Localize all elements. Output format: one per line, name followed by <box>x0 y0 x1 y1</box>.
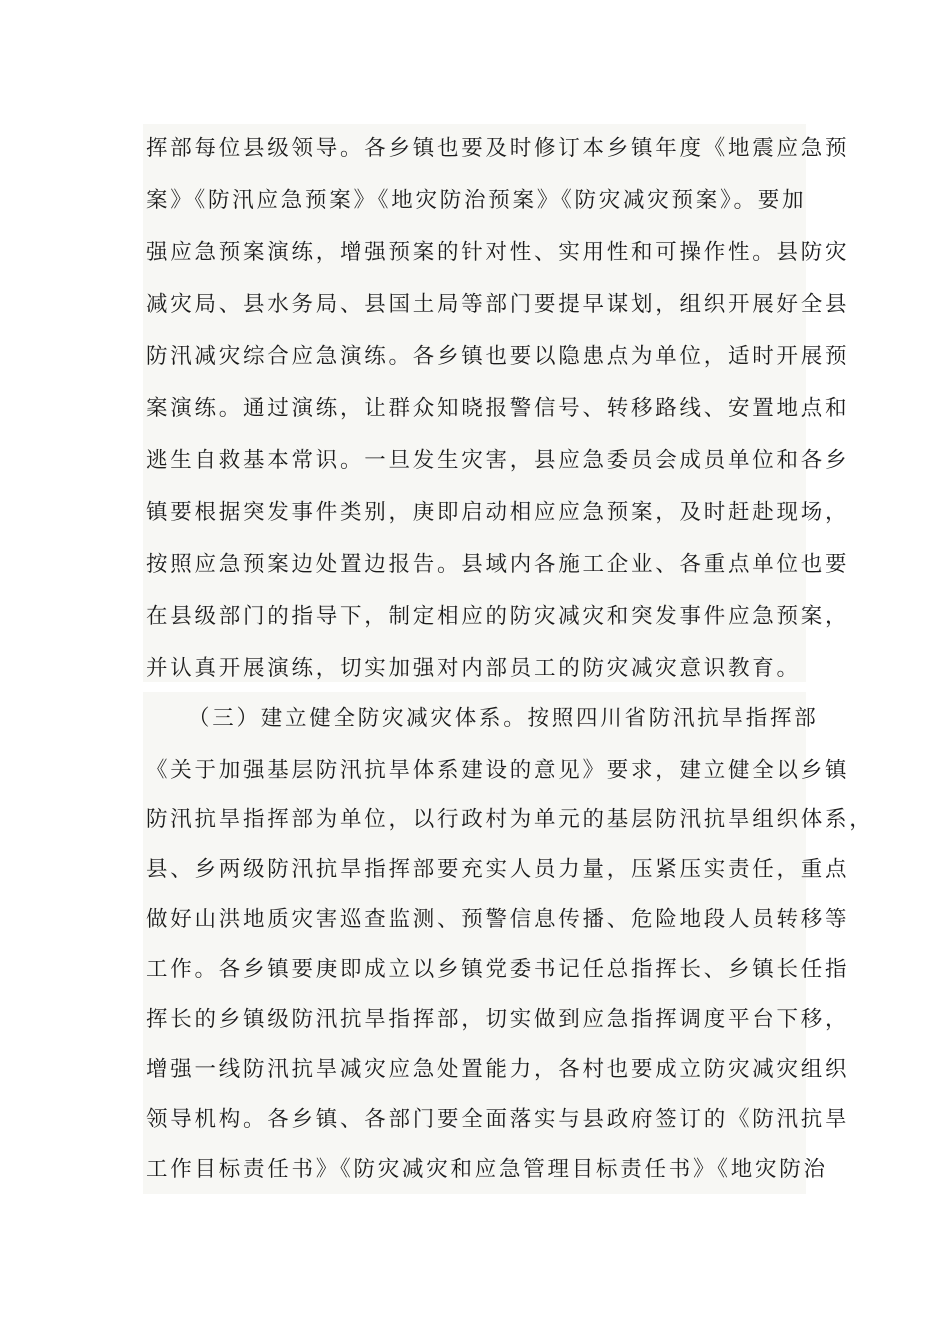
paragraph-emergency-plans <box>143 124 850 682</box>
section-heading-line: （三）建立健全防灾减灾体系。按照四川省防汛抗旱指挥部 <box>188 706 819 731</box>
text-line: 做好山洪地质灾害巡查监测、预警信息传播、危险地段人员转移等 <box>146 907 850 932</box>
text-line: 县、乡两级防汛抗旱指挥部要充实人员力量，压紧压实责任，重点 <box>146 857 850 882</box>
text-line: 按照应急预案边处置边报告。县域内各施工企业、各重点单位也要 <box>146 552 850 577</box>
text-line: 防汛抗旱指挥部为单位，以行政村为单元的基层防汛抗旱组织体系， <box>146 807 874 832</box>
text-line: 在县级部门的指导下，制定相应的防灾减灾和突发事件应急预案， <box>146 604 850 629</box>
text-line: 防汛减灾综合应急演练。各乡镇也要以隐患点为单位，适时开展预 <box>146 344 850 369</box>
text-line: 并认真开展演练，切实加强对内部员工的防灾减灾意识教育。 <box>146 656 801 681</box>
text-line: 工作。各乡镇要庚即成立以乡镇党委书记任总指挥长、乡镇长任指 <box>146 957 850 982</box>
text-line: 强应急预案演练，增强预案的针对性、实用性和可操作性。县防灾 <box>146 240 850 265</box>
text-line: 工作目标责任书》《防灾减灾和应急管理目标责任书》《地灾防治 <box>146 1157 828 1182</box>
text-line: 减灾局、县水务局、县国土局等部门要提早谋划，组织开展好全县 <box>146 292 850 317</box>
paragraph-disaster-system <box>143 692 874 1194</box>
text-line: 挥长的乡镇级防汛抗旱指挥部，切实做到应急指挥调度平台下移， <box>146 1007 850 1032</box>
text-line: 案》《防汛应急预案》《地灾防治预案》《防灾减灾预案》。要加 <box>146 188 807 213</box>
text-line: 案演练。通过演练，让群众知晓报警信号、转移路线、安置地点和 <box>146 396 850 421</box>
text-line: 增强一线防汛抗旱减灾应急处置能力，各村也要成立防灾减灾组织 <box>146 1057 850 1082</box>
text-line: 逃生自救基本常识。一旦发生灾害，县应急委员会成员单位和各乡 <box>146 448 850 473</box>
text-line: 挥部每位县级领导。各乡镇也要及时修订本乡镇年度《地震应急预 <box>146 136 850 161</box>
text-line: 镇要根据突发事件类别，庚即启动相应应急预案，及时赶赴现场， <box>146 500 850 525</box>
text-line: 领导机构。各乡镇、各部门要全面落实与县政府签订的《防汛抗旱 <box>146 1107 850 1132</box>
text-line: 《关于加强基层防汛抗旱体系建设的意见》要求，建立健全以乡镇 <box>146 758 850 783</box>
